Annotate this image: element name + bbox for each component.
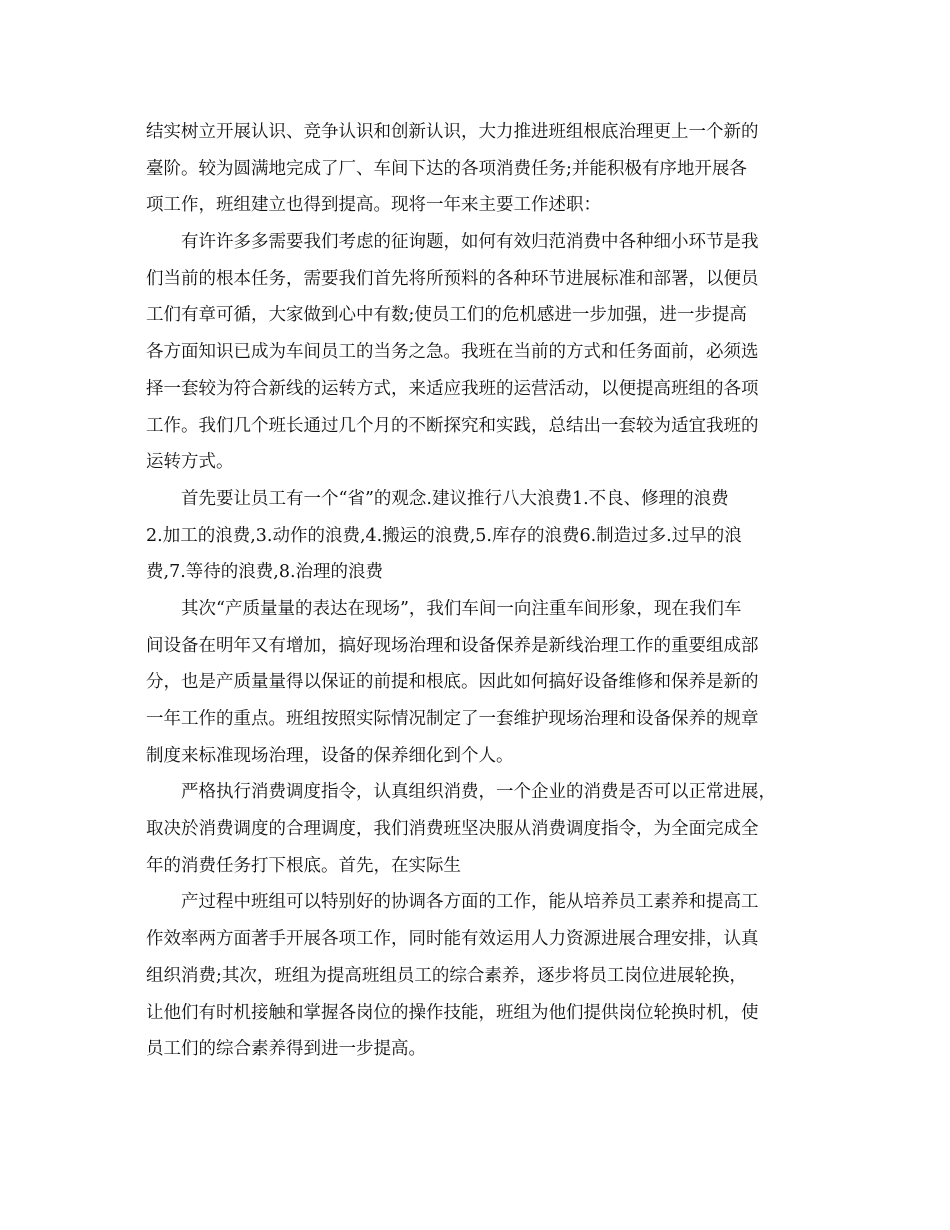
text-line: 作效率两方面著手开展各项工作，同时能有效运用人力资源进展合理安排，认真	[146, 929, 759, 950]
text-line: 臺阶。较为圆满地完成了厂、车间下达的各项消费任务;并能积极有序地开展各	[146, 158, 747, 179]
text-line: 项工作，班组建立也得到提高。现将一年来主要工作述职：	[146, 195, 601, 216]
text-line: 分，也是产质量量得以保证的前提和根底。因此如何搞好设备维修和保养是新的	[146, 672, 759, 693]
text-line: 取决於消费调度的合理调度，我们消费班坚决服从消费调度指令，为全面完成全	[146, 819, 759, 840]
paragraph-first-line: 产过程中班组可以特别好的协调各方面的工作，能从培养员工素养和提高工	[181, 892, 759, 913]
text-line: 年的消费任务打下根底。首先，在实际生	[146, 855, 461, 876]
text-line: 制度来标准现场治理，设备的保养细化到个人。	[146, 745, 514, 766]
text-line: 费,7.等待的浪费,8.治理的浪费	[146, 562, 384, 583]
text-line: 工们有章可循，大家做到心中有数;使员工们的危机感进一步加强，进一步提高	[146, 305, 747, 326]
text-line: 间设备在明年又有增加，搞好现场治理和设备保养是新线治理工作的重要组成部	[146, 635, 759, 656]
paragraph-first-line: 首先要让员工有一个“省”的观念.建议推行八大浪费1.不良、修理的浪费	[181, 488, 729, 509]
paragraph-first-line: 其次“产质量量的表达在现场”，我们车间一向注重车间形象，现在我们车	[181, 598, 742, 619]
text-line: 运转方式。	[146, 452, 234, 473]
text-line: 2.加工的浪费,3.动作的浪费,4.搬运的浪费,5.库存的浪费6.制造过多.过早的浪	[146, 525, 742, 546]
text-line: 结实树立开展认识、竞争认识和创新认识，大力推进班组根底治理更上一个新的	[146, 122, 759, 142]
document-body	[146, 114, 806, 1068]
text-line: 让他们有时机接触和掌握各岗位的操作技能，班组为他们提供岗位轮换时机，使	[146, 1002, 759, 1023]
text-line: 各方面知识已成为车间员工的当务之急。我班在当前的方式和任务面前，必须选	[146, 342, 759, 363]
text-line: 员工们的综合素养得到进一步提高。	[146, 1039, 426, 1060]
text-line: 组织消费;其次，班组为提高班组员工的综合素养，逐步将员工岗位进展轮换，	[146, 965, 747, 986]
text-line: 们当前的根本任务，需要我们首先将所预料的各种环节进展标准和部署，以便员	[146, 268, 759, 289]
paragraph-first-line: 有许许多多需要我们考虑的征询题，如何有效归范消费中各种细小环节是我	[181, 232, 759, 253]
text-line: 择一套较为符合新线的运转方式，来适应我班的运营活动，以便提高班组的各项	[146, 378, 759, 399]
text-line: 一年工作的重点。班组按照实际情况制定了一套维护现场治理和设备保养的规章	[146, 709, 759, 729]
text-line: 工作。我们几个班长通过几个月的不断探究和实践，总结出一套较为适宜我班的	[146, 415, 759, 436]
paragraph-first-line: 严格执行消费调度指令，认真组织消费，一个企业的消费是否可以正常进展，	[181, 782, 776, 803]
